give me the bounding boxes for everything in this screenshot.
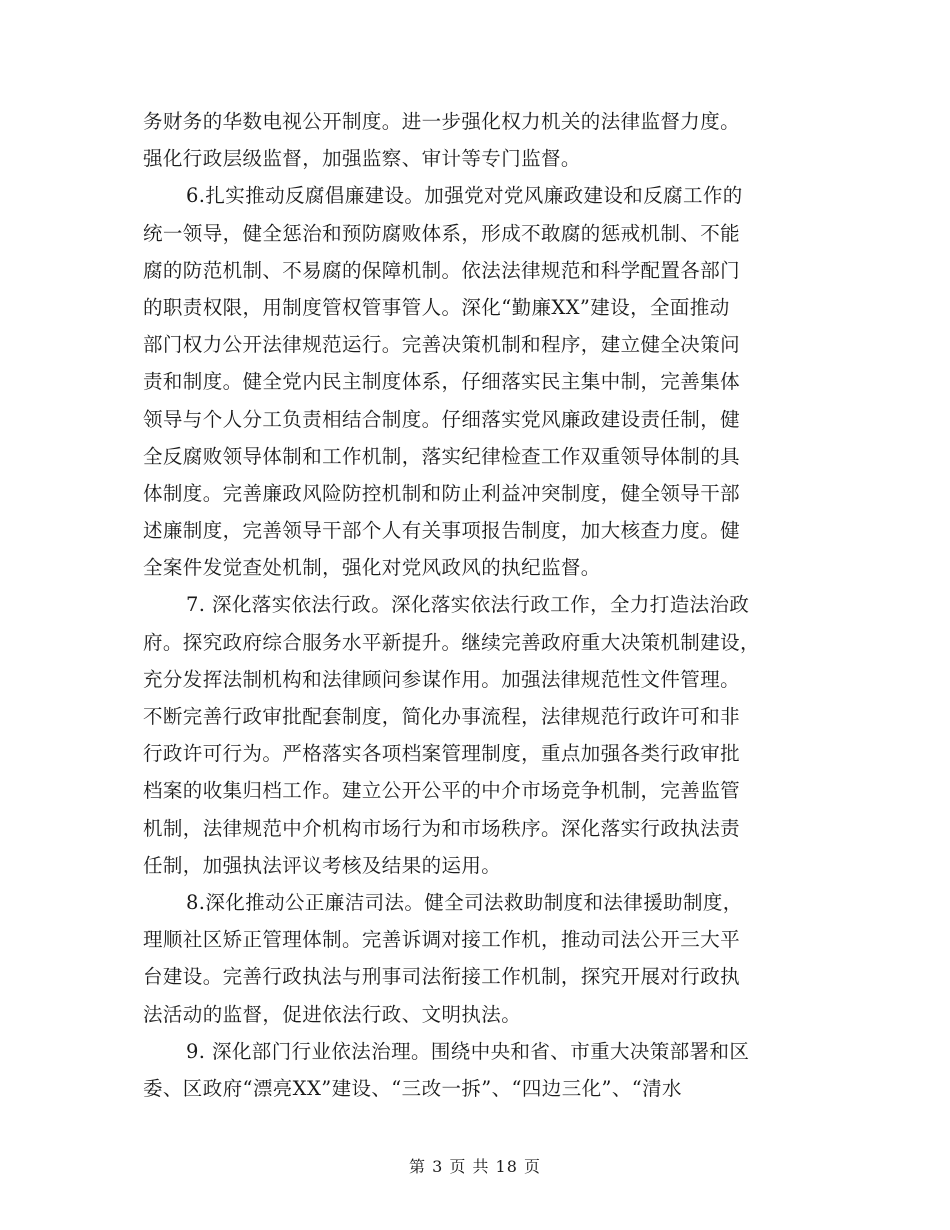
text-line: 责和制度。健全党内民主制度体系，仔细落实民主集中制，完善集体	[143, 370, 741, 394]
text-line: 行政许可行为。严格落实各项档案管理制度，重点加强各类行政审批	[143, 742, 741, 766]
text-line: 机制，法律规范中介机构市场行为和市场秩序。深化落实行政执法责	[143, 816, 741, 840]
text-line: 强化行政层级监督，加强监察、审计等专门监督。	[143, 147, 581, 171]
page-footer: 第 3 页 共 18 页	[409, 1157, 541, 1176]
text-line: 全案件发觉查处机制，强化对党风政风的执纪监督。	[143, 556, 601, 580]
text-line: 府。探究政府综合服务水平新提升。继续完善政府重大决策机制建设，	[143, 630, 760, 654]
text-line: 部门权力公开法律规范运行。完善决策机制和程序，建立健全决策问	[143, 333, 741, 357]
text-line: 不断完善行政审批配套制度，简化办事流程，法律规范行政许可和非	[143, 705, 741, 728]
text-line: 理顺社区矫正管理体制。完善诉调对接工作机，推动司法公开三大平	[143, 928, 741, 952]
text-line: 法活动的监督，促进依法行政、文明执法。	[143, 1002, 522, 1026]
text-line: 统一领导，健全惩治和预防腐败体系，形成不敢腐的惩戒机制、不能	[143, 221, 741, 245]
text-line: 充分发挥法制机构和法律顾问参谋作用。加强法律规范性文件管理。	[143, 667, 741, 691]
text-line: 领导与个人分工负责相结合制度。仔细落实党风廉政建设责任制，健	[143, 407, 741, 431]
paragraph-first-line: 6.扎实推动反腐倡廉建设。加强党对党风廉政建设和反腐工作的	[186, 184, 743, 208]
paragraph-first-line: 7. 深化落实依法行政。深化落实依法行政工作，全力打造法治政	[186, 593, 750, 617]
text-line: 档案的收集归档工作。建立公开公平的中介市场竞争机制，完善监管	[143, 779, 741, 803]
text-line: 的职责权限，用制度管权管事管人。深化“勤廉XX”建设，全面推动	[143, 295, 730, 319]
paragraph-first-line: 9. 深化部门行业依法治理。围绕中央和省、市重大决策部署和区	[186, 1039, 750, 1063]
text-line: 务财务的华数电视公开制度。进一步强化权力机关的法律监督力度。	[143, 110, 741, 133]
text-line: 委、区政府“漂亮XX”建设、“三改一拆”、“四边三化”、“清水	[143, 1076, 682, 1100]
text-line: 腐的防范机制、不易腐的保障机制。依法法律规范和科学配置各部门	[143, 258, 741, 282]
text-line: 述廉制度，完善领导干部个人有关事项报告制度，加大核查力度。健	[143, 519, 741, 543]
paragraph-first-line: 8.深化推动公正廉洁司法。健全司法救助制度和法律援助制度，	[186, 890, 743, 914]
text-line: 全反腐败领导体制和工作机制，落实纪律检查工作双重领导体制的具	[143, 444, 741, 468]
document-body	[143, 103, 808, 1107]
text-line: 台建设。完善行政执法与刑事司法衔接工作机制，探究开展对行政执	[143, 965, 741, 989]
text-line: 任制，加强执法评议考核及结果的运用。	[143, 853, 502, 877]
text-line: 体制度。完善廉政风险防控机制和防止利益冲突制度，健全领导干部	[143, 481, 741, 505]
